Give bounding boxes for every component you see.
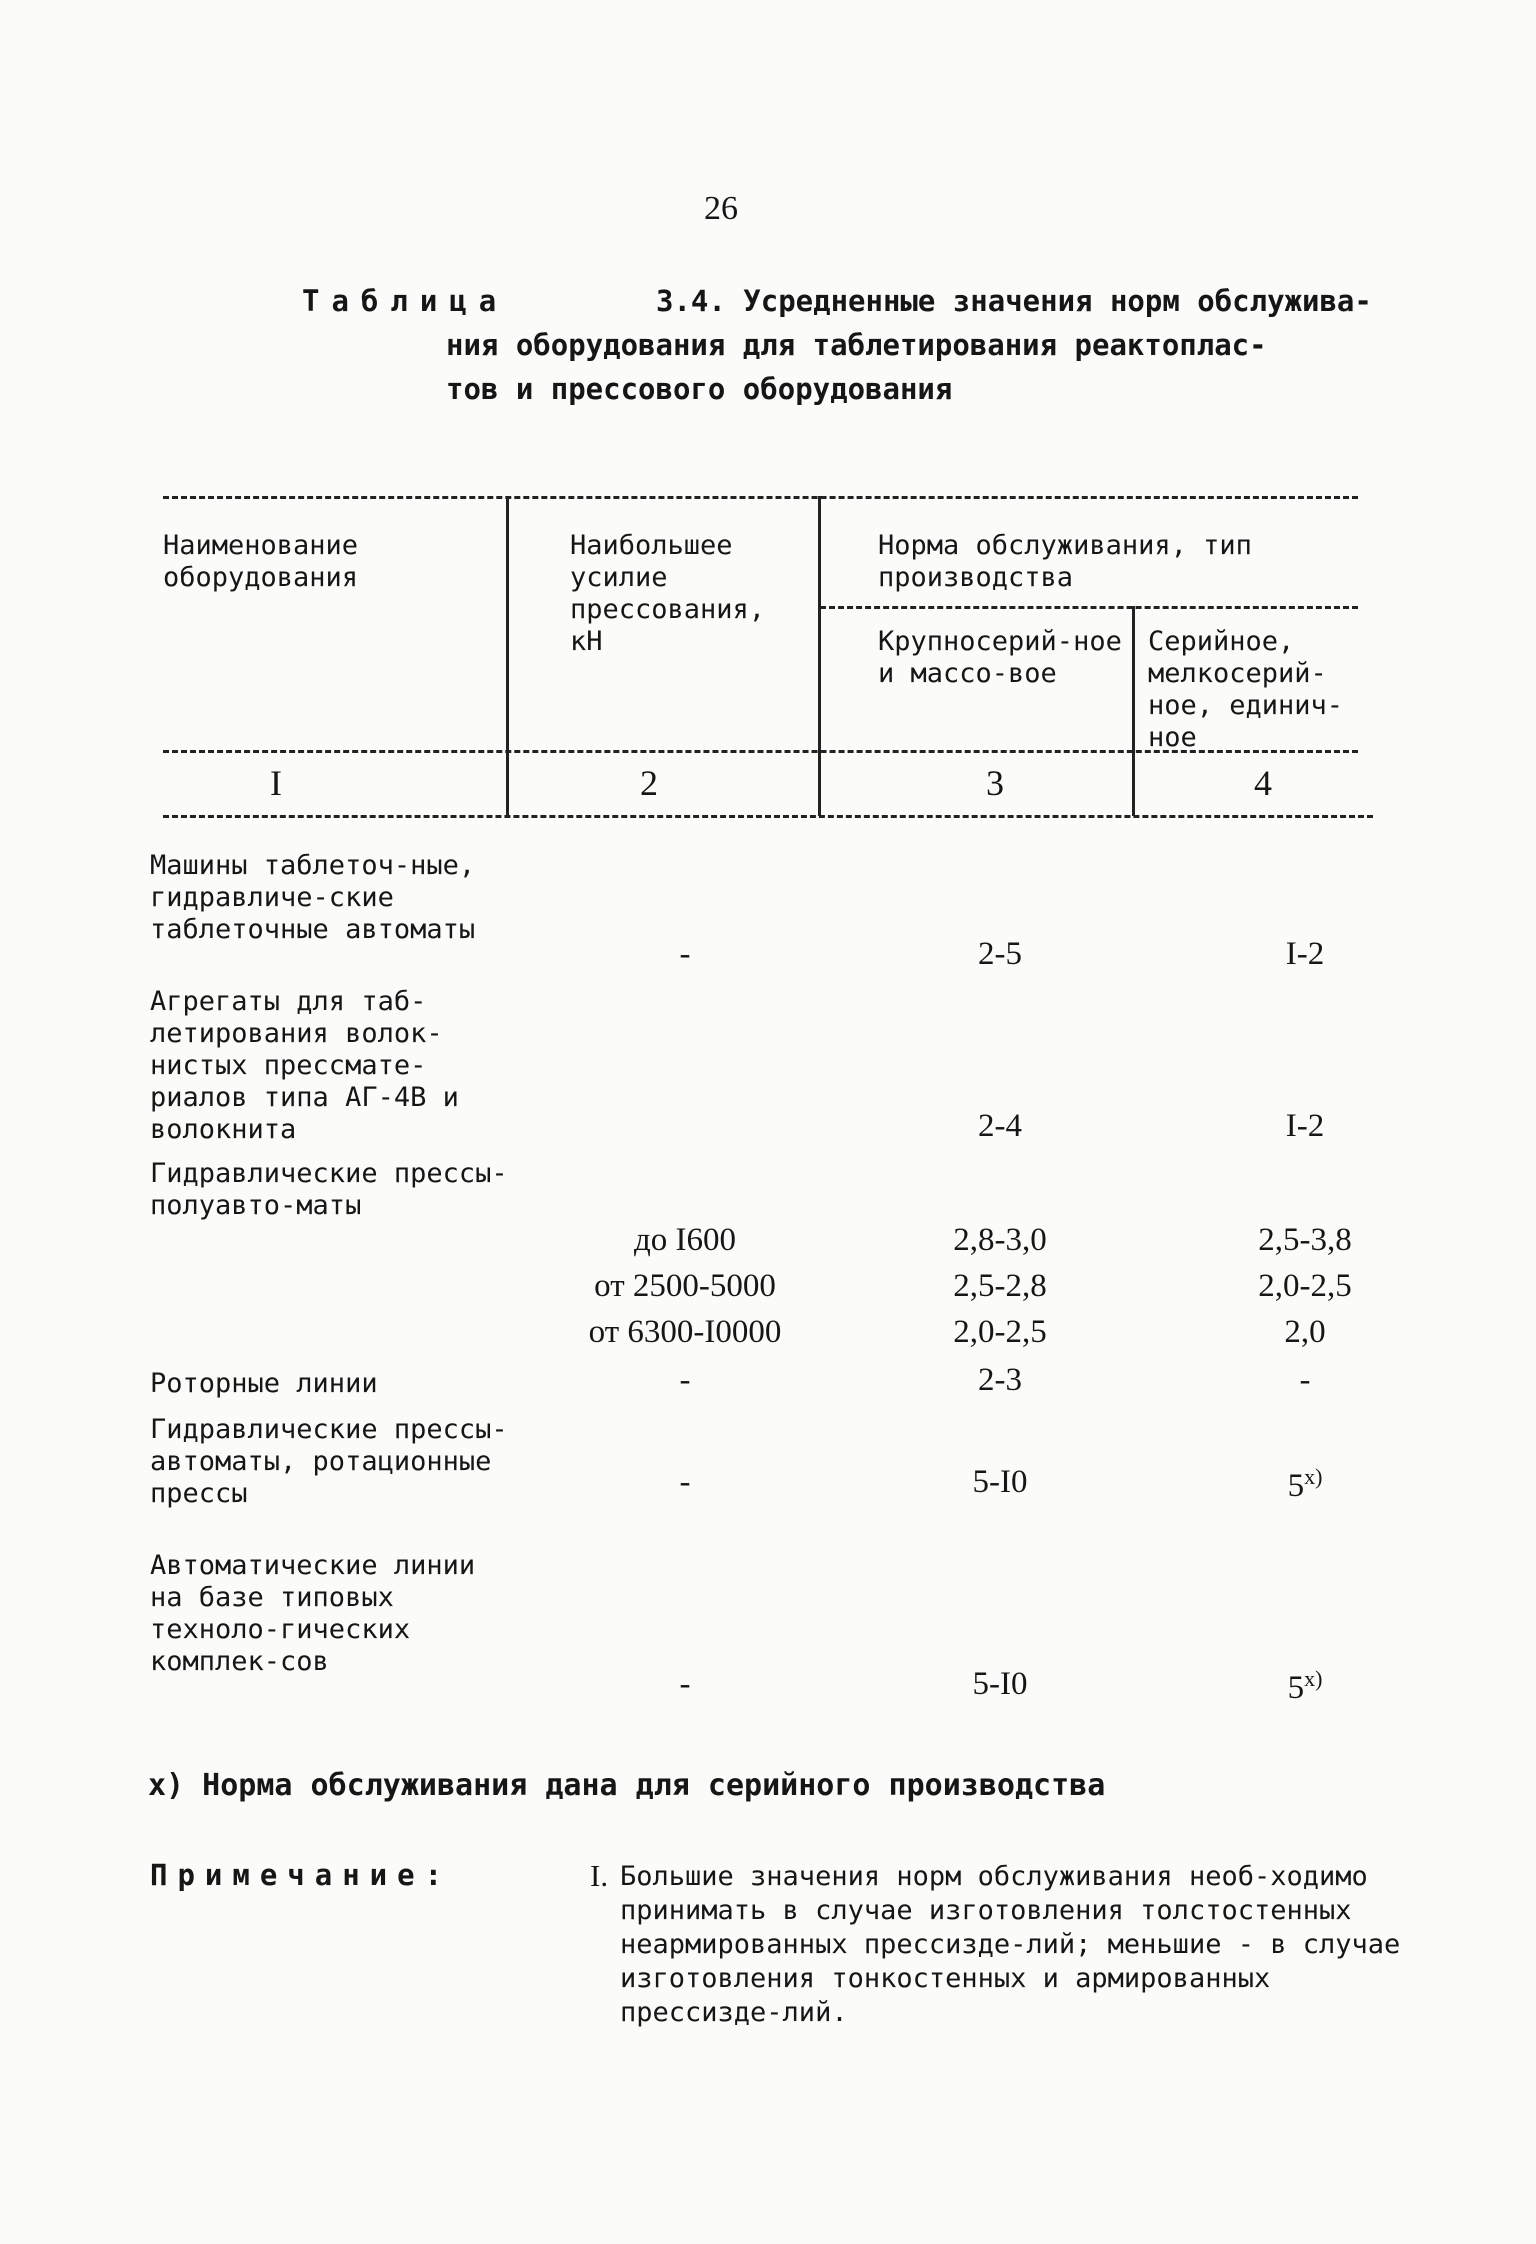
column-number-3: 3	[986, 763, 1004, 803]
table-row-name: Гидравлические прессы-полуавто-маты	[150, 1158, 508, 1221]
table-row-mass: 2-4	[978, 1108, 1022, 1144]
table-row-force: -	[679, 1362, 691, 1398]
table-row-mass: 5-I0	[972, 1464, 1028, 1500]
table-row-serial	[1150, 1464, 1460, 1505]
table-row-name: Роторные линии	[150, 1368, 378, 1399]
numbers-bottom-rule	[163, 815, 1373, 818]
table-row-mass: 2-5	[978, 936, 1022, 972]
column-divider-1	[506, 496, 509, 816]
header-max-force: Наибольшее усилие прессования, кН	[570, 530, 766, 657]
table-row-name: Агрегаты для таб-летирования волок-нистых прессмате-риалов типа АГ-4В и волокнита	[150, 986, 459, 1145]
header-service-norm: Норма обслуживания, тип производства	[878, 530, 1252, 593]
table-row-force: -	[679, 936, 691, 972]
note-label: Примечание:	[150, 1858, 453, 1892]
table-row-name: Гидравлические прессы-автоматы, ротационные прессы	[150, 1414, 508, 1509]
column-number-2: 2	[640, 763, 658, 803]
table-row-serial	[1150, 1666, 1460, 1707]
footnote-marker: x)	[1304, 1464, 1323, 1489]
footnote-marker: x)	[1304, 1666, 1323, 1691]
table-row-mass: 2,8-3,0	[953, 1222, 1047, 1258]
table-caption-line-3: тов и прессового оборудования	[446, 372, 953, 406]
column-number-1: I	[270, 763, 282, 803]
table-row-name: Автоматические линии на базе типовых техноло-гических комплек-сов	[150, 1550, 476, 1677]
table-row-mass: 5-I0	[972, 1666, 1028, 1702]
table-row-mass: 2,0-2,5	[953, 1314, 1047, 1350]
page-number: 26	[704, 190, 738, 227]
table-row-serial: I-2	[1285, 1108, 1325, 1144]
column-divider-2	[818, 496, 821, 816]
table-row-force: от 2500-5000	[594, 1268, 776, 1304]
table-row-serial: -	[1299, 1362, 1311, 1398]
header-equipment-name: Наименование оборудования	[163, 530, 359, 593]
header-small-series: Серийное, мелкосерий-ное, единич-ное	[1148, 626, 1344, 753]
table-row-serial: I-2	[1285, 936, 1325, 972]
table-row-serial-value: 5	[1287, 1670, 1305, 1706]
table-row-serial-value: 5	[1287, 1468, 1305, 1504]
column-divider-3	[1132, 606, 1135, 816]
subheader-rule	[820, 606, 1358, 609]
note-text: Большие значения норм обслуживания необ-ходимо принимать в случае изготовления толстостенных неармированных прессизде-лий; меньшие - в случае изготовления тонкостенных и армированных прессизде-лий.	[620, 1861, 1401, 2028]
table-row-force: -	[679, 1666, 691, 1702]
table-row-serial: 2,0	[1284, 1314, 1326, 1350]
table-row-serial: 2,5-3,8	[1258, 1222, 1352, 1258]
table-top-rule	[163, 496, 1358, 499]
table-row-force: от 6300-I0000	[588, 1314, 782, 1350]
table-row-name: Машины таблеточ-ные, гидравличе-ские таблеточные автоматы	[150, 850, 476, 945]
table-row-force: -	[679, 1464, 691, 1500]
table-caption-line-2: ния оборудования для таблетирования реактоплас-	[446, 328, 1267, 362]
note-number: I.	[590, 1858, 609, 1893]
header-large-series: Крупносерий-ное и массо-вое	[878, 626, 1122, 689]
table-caption-line-1: 3.4. Усредненные значения норм обслужива-	[656, 284, 1372, 318]
table-caption-prefix: Таблица	[302, 284, 509, 318]
table-row-force: до I600	[633, 1222, 737, 1258]
table-row-mass: 2,5-2,8	[953, 1268, 1047, 1304]
column-number-4: 4	[1254, 763, 1272, 803]
table-row-serial: 2,0-2,5	[1258, 1268, 1352, 1304]
footnote: x) Норма обслуживания дана для серийного производства	[148, 1768, 1106, 1803]
table-row-mass: 2-3	[978, 1362, 1022, 1398]
